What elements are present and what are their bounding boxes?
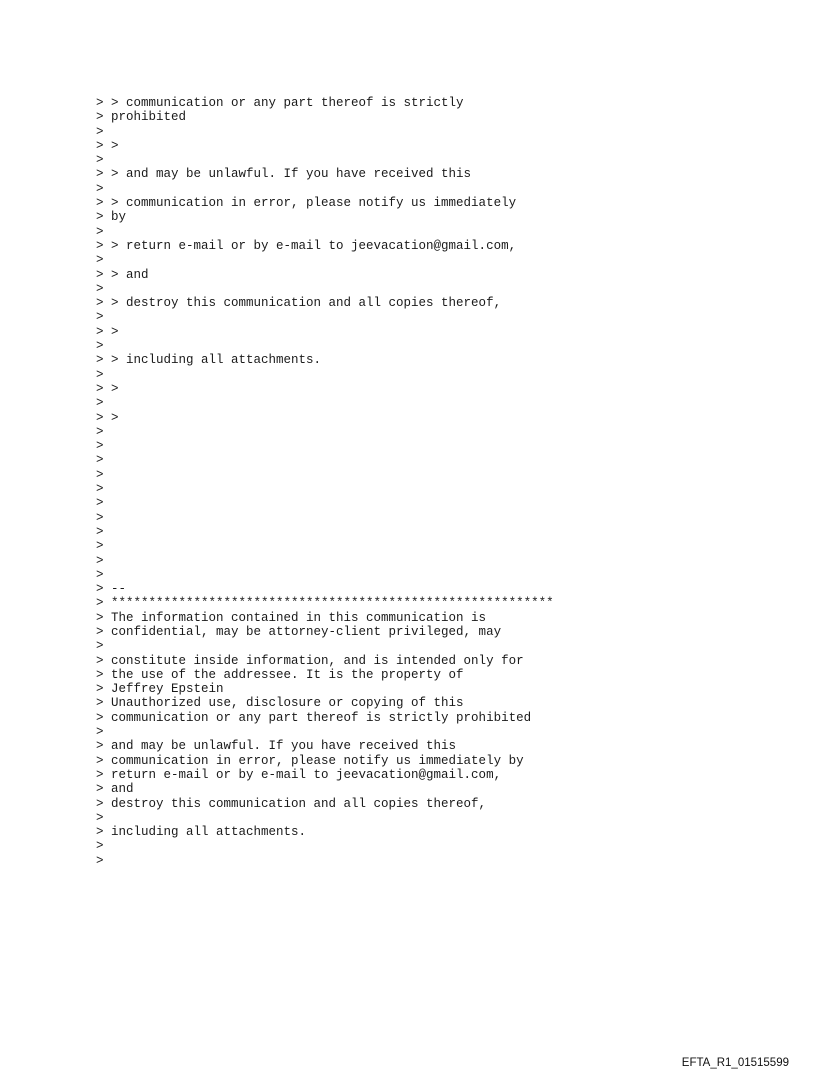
email-line: > (96, 467, 104, 482)
email-line: > Unauthorized use, disclosure or copying of this (96, 696, 464, 711)
email-line: > > including all attachments. (96, 353, 322, 368)
email-line: > > destroy this communication and all copies thereof, (96, 296, 502, 311)
email-line: > (96, 181, 104, 196)
email-line: > > (96, 138, 119, 153)
email-line: > *********************************************************** (96, 596, 554, 611)
email-line: > communication or any part thereof is strictly prohibited (96, 710, 532, 725)
email-line: > return e-mail or by e-mail to jeevacation@gmail.com, (96, 767, 502, 782)
email-line: > -- (96, 582, 127, 597)
email-line: > (96, 839, 104, 854)
email-line: > (96, 524, 104, 539)
email-line: > (96, 453, 104, 468)
email-line: > (96, 253, 104, 268)
email-line: > (96, 424, 104, 439)
email-line: > > communication or any part thereof is strictly (96, 96, 464, 110)
email-line: > > and (96, 267, 149, 282)
email-line: > by (96, 210, 127, 225)
email-line: > > return e-mail or by e-mail to jeevacation@gmail.com, (96, 238, 517, 253)
email-line: > (96, 553, 104, 568)
email-line: > (96, 396, 104, 411)
email-line: > > communication in error, please notify us immediately (96, 196, 517, 211)
email-line: > (96, 853, 104, 868)
email-line: > (96, 510, 104, 525)
email-line: > (96, 496, 104, 511)
email-line: > communication in error, please notify us immediately by (96, 753, 524, 768)
email-line: > and (96, 782, 134, 797)
email-line: > (96, 339, 104, 354)
email-line: > The information contained in this communication is (96, 610, 487, 625)
email-line: > (96, 539, 104, 554)
email-line: > (96, 810, 104, 825)
email-line: > (96, 567, 104, 582)
email-line: > (96, 224, 104, 239)
email-line: > the use of the addressee. It is the property of (96, 667, 464, 682)
email-line: > including all attachments. (96, 825, 307, 840)
email-line: > Jeffrey Epstein (96, 682, 224, 697)
email-line: > (96, 124, 104, 139)
email-line: > (96, 153, 104, 168)
email-line: > (96, 639, 104, 654)
email-line: > > (96, 410, 119, 425)
email-line: > (96, 482, 104, 497)
email-line: > > (96, 324, 119, 339)
email-line: > confidential, may be attorney-client privileged, may (96, 624, 502, 639)
email-line: > (96, 367, 104, 382)
email-line: > prohibited (96, 110, 187, 125)
quoted-email-body (96, 96, 736, 868)
email-line: > and may be unlawful. If you have received this (96, 739, 457, 754)
bates-number: EFTA_R1_01515599 (681, 1057, 789, 1069)
email-line: > (96, 439, 104, 454)
email-line: > (96, 725, 104, 740)
email-line: > (96, 281, 104, 296)
email-line: > > and may be unlawful. If you have received this (96, 167, 472, 182)
email-line: > constitute inside information, and is intended only for (96, 653, 524, 668)
email-line: > (96, 310, 104, 325)
email-line: > destroy this communication and all copies thereof, (96, 796, 487, 811)
email-line: > > (96, 381, 119, 396)
